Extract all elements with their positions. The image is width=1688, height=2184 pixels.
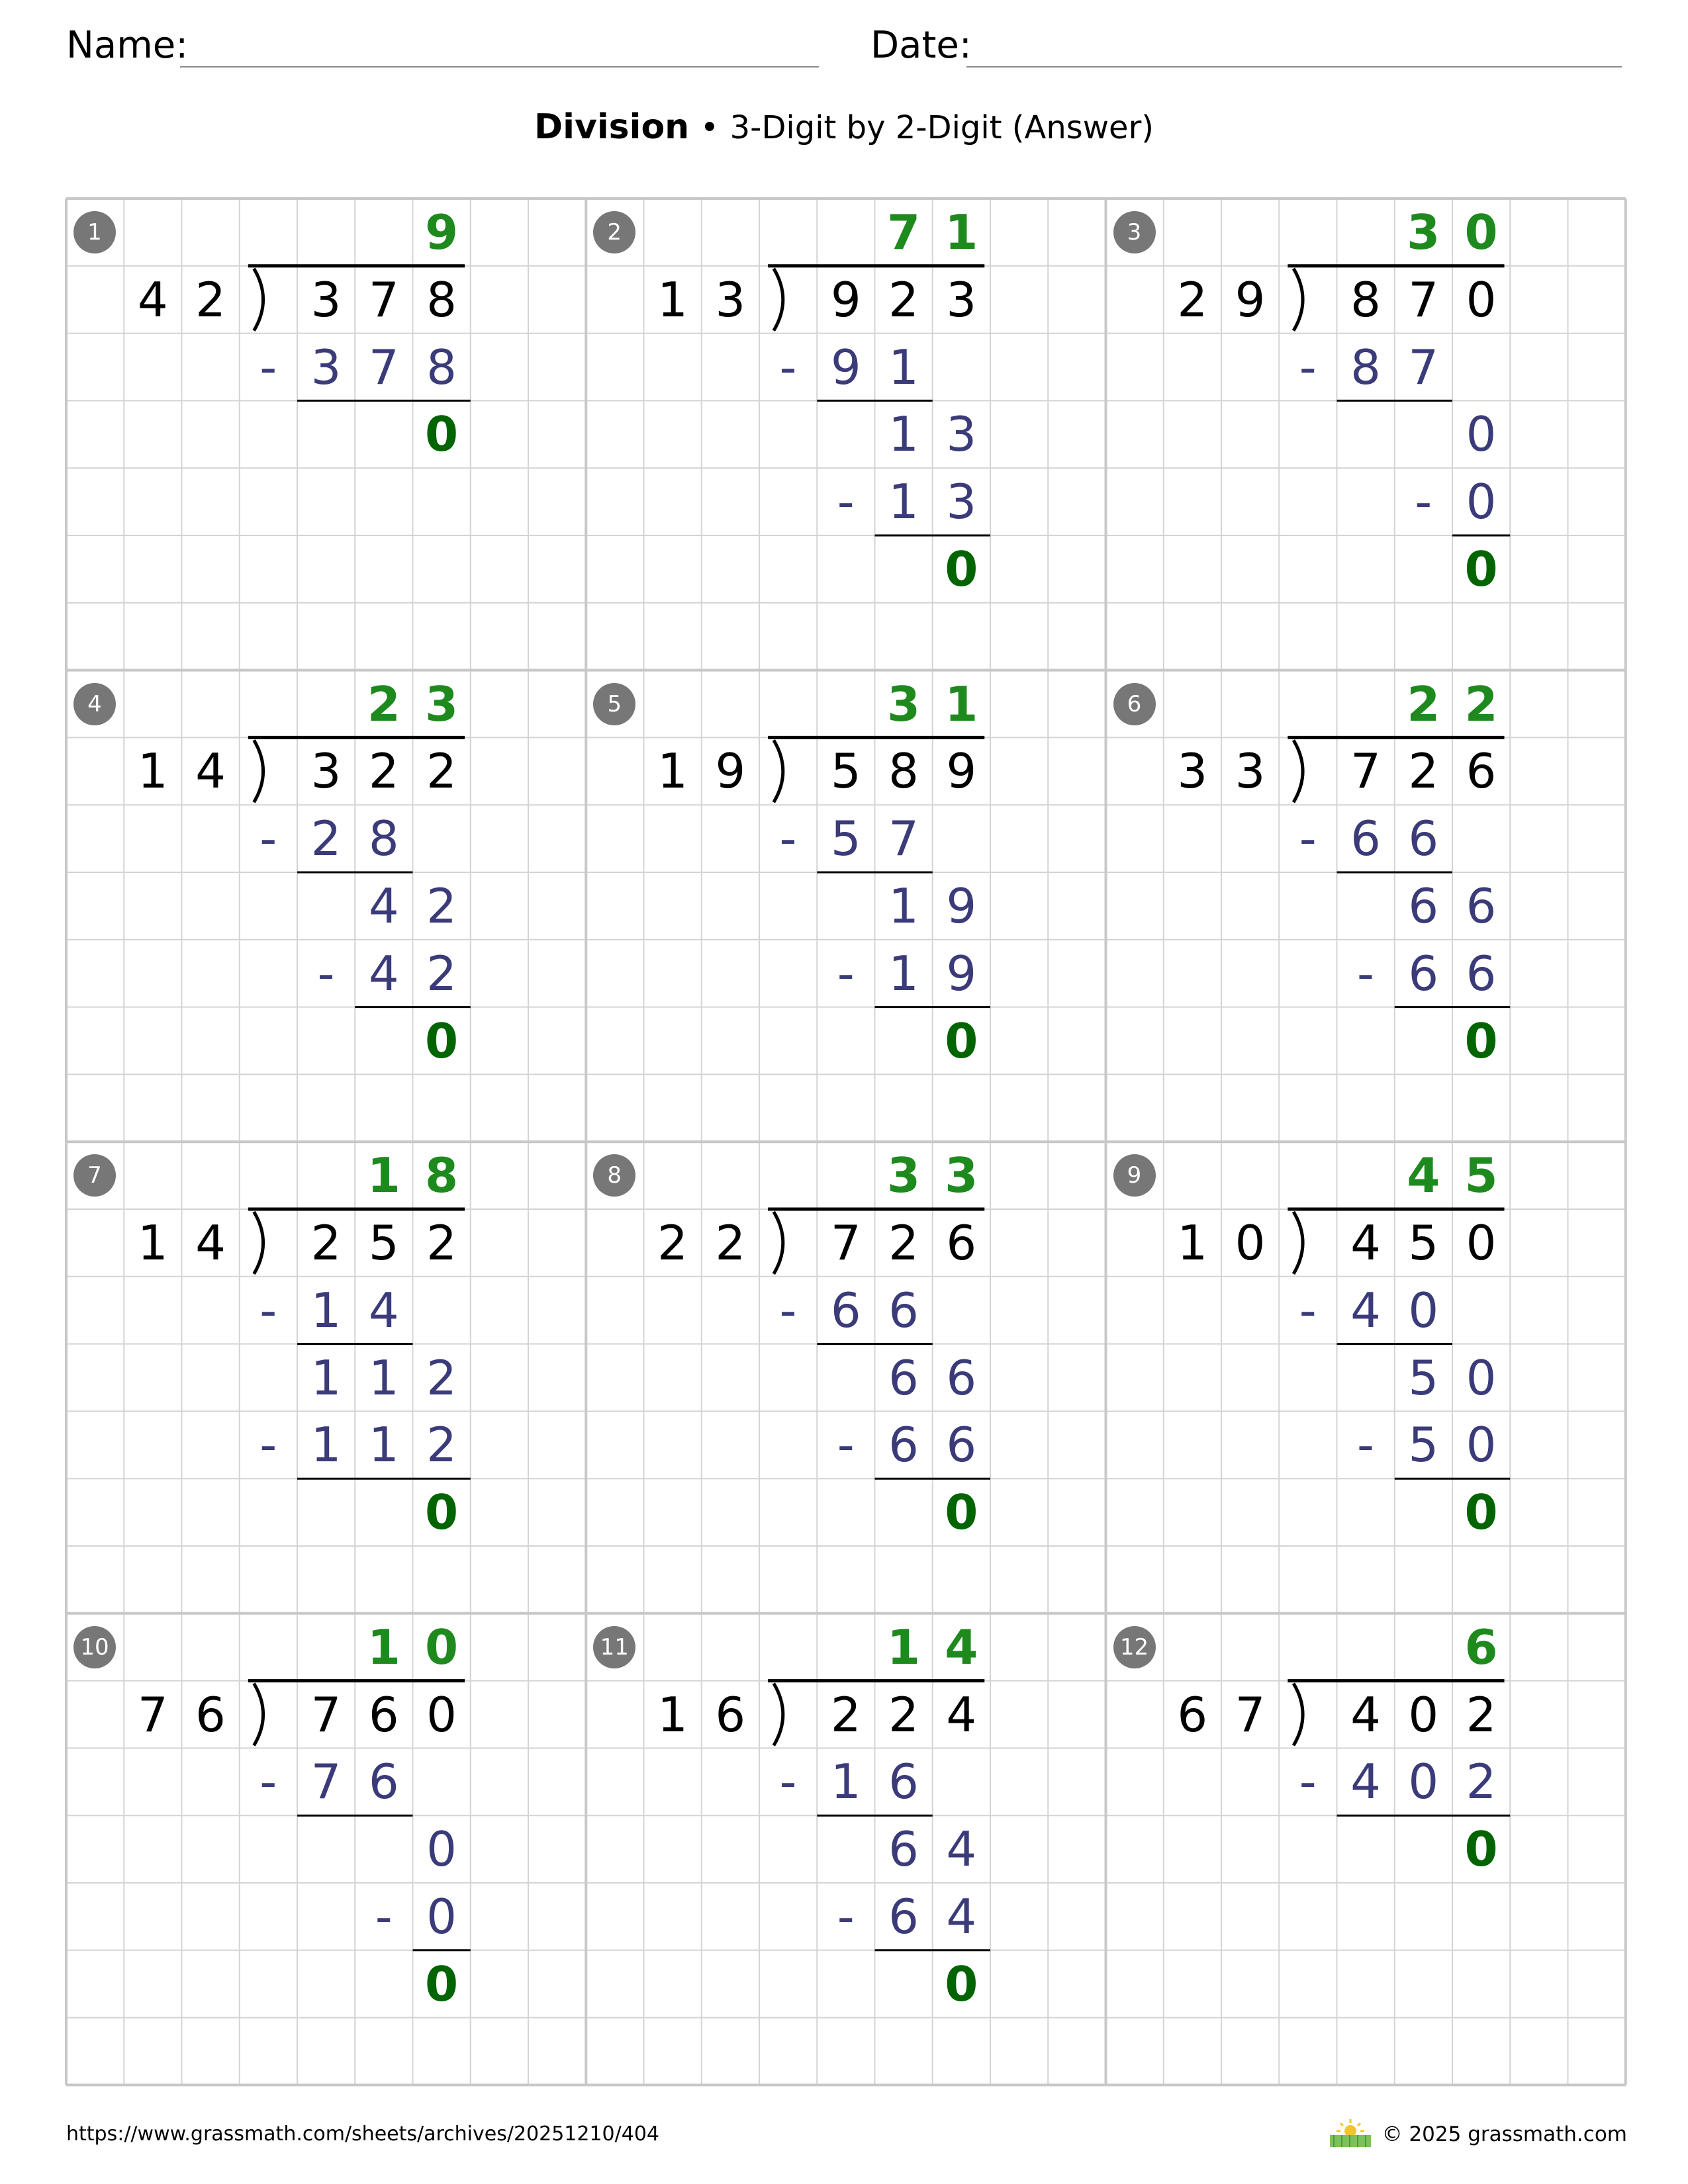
partial-dividend-digit: 6 — [888, 1821, 919, 1878]
quotient-digit: 1 — [367, 1619, 400, 1675]
dividend-digit: 3 — [946, 271, 977, 328]
quotient-digit: 3 — [945, 1148, 978, 1204]
division-bracket — [254, 1684, 263, 1746]
subtrahend-digit: 6 — [888, 1417, 919, 1473]
problem-number-badge: 10 — [73, 1626, 116, 1668]
dividend-digit: 2 — [830, 1686, 861, 1743]
divisor-digit: 7 — [1235, 1686, 1266, 1743]
dividend-digit: 3 — [310, 271, 342, 328]
divisor-digit: 1 — [657, 1686, 688, 1743]
divisor-digit: 7 — [137, 1686, 168, 1743]
subtrahend-digit: 3 — [946, 474, 977, 530]
subtrahend-digit: 1 — [888, 474, 919, 530]
partial-dividend-digit: 6 — [1408, 878, 1439, 934]
dividend-digit: 4 — [946, 1686, 977, 1743]
subtrahend-digit: 0 — [1408, 1754, 1439, 1810]
quotient-digit: 1 — [886, 1619, 921, 1675]
subtrahend-digit: 3 — [310, 339, 342, 395]
problem-number-badge: 5 — [593, 683, 635, 725]
dividend-digit: 2 — [426, 743, 457, 799]
subtrahend-digit: 6 — [888, 1754, 919, 1810]
divisor-digit: 4 — [137, 271, 168, 328]
dividend-digit: 2 — [888, 271, 919, 328]
dividend-digit: 0 — [426, 1686, 457, 1743]
quotient-digit: 2 — [1407, 676, 1440, 732]
dividend-digit: 7 — [1350, 743, 1381, 799]
footer-copyright: © 2025 grassmath.com — [1382, 2122, 1627, 2146]
quotient-digit: 3 — [1407, 205, 1440, 260]
quotient-digit: 8 — [424, 1148, 459, 1204]
minus-sign: - — [779, 1754, 797, 1810]
divisor-digit: 1 — [137, 1215, 168, 1271]
subtrahend-digit: 1 — [368, 1417, 399, 1473]
partial-dividend-digit: 6 — [946, 1349, 977, 1406]
divisor-digit: 6 — [1177, 1686, 1208, 1743]
minus-sign: - — [837, 1417, 855, 1473]
dividend-digit: 2 — [426, 1215, 457, 1271]
dividend-digit: 7 — [1408, 271, 1439, 328]
date-label: Date: — [870, 24, 972, 67]
page-title — [0, 107, 1688, 147]
divisor-digit: 3 — [715, 271, 746, 328]
division-bracket — [774, 1212, 783, 1274]
dividend-digit: 8 — [426, 271, 457, 328]
dividend-digit: 7 — [830, 1215, 861, 1271]
subtrahend-digit: 2 — [1466, 1754, 1497, 1810]
partial-dividend-digit: 2 — [426, 1349, 457, 1406]
subtrahend-digit: 2 — [310, 811, 342, 867]
subtrahend-digit: 2 — [426, 1417, 457, 1473]
subtrahend-digit: 6 — [1350, 811, 1381, 867]
subtrahend-digit: 7 — [310, 1754, 342, 1810]
partial-dividend-digit: 1 — [368, 1349, 399, 1406]
subtrahend-digit: 1 — [310, 1282, 342, 1338]
dividend-digit: 2 — [310, 1215, 342, 1271]
quotient-digit: 3 — [424, 676, 459, 732]
dividend-digit: 3 — [310, 743, 342, 799]
problem-number-badge: 4 — [73, 683, 116, 725]
division-bracket — [1293, 269, 1303, 331]
quotient-digit: 5 — [1464, 1148, 1498, 1204]
division-bracket — [774, 1684, 783, 1746]
title-bullet: • — [700, 109, 720, 146]
subtrahend-digit: 6 — [368, 1754, 399, 1810]
divisor-digit: 1 — [137, 743, 168, 799]
dividend-digit: 2 — [888, 1686, 919, 1743]
subtrahend-digit: 6 — [1408, 945, 1439, 1001]
dividend-digit: 6 — [368, 1686, 399, 1743]
partial-dividend-digit: 4 — [368, 878, 399, 934]
quotient-digit: 1 — [945, 676, 978, 732]
minus-sign: - — [259, 1754, 277, 1810]
minus-sign: - — [259, 811, 277, 867]
dividend-digit: 8 — [1350, 271, 1381, 328]
subtrahend-digit: 4 — [946, 1889, 977, 1944]
subtrahend-digit: 1 — [888, 945, 919, 1001]
minus-sign: - — [779, 1282, 797, 1338]
dividend-digit: 4 — [1350, 1686, 1381, 1743]
divisor-digit: 1 — [657, 743, 688, 799]
partial-dividend-digit: 4 — [946, 1821, 977, 1878]
quotient-digit: 6 — [1464, 1619, 1498, 1675]
remainder-digit: 0 — [1464, 1484, 1498, 1541]
subtrahend-digit: 6 — [946, 1417, 977, 1473]
quotient-digit: 9 — [424, 205, 459, 260]
minus-sign: - — [259, 339, 277, 395]
subtrahend-digit: 5 — [830, 811, 861, 867]
subtrahend-digit: 0 — [426, 1889, 457, 1944]
subtrahend-digit: 4 — [1350, 1282, 1381, 1338]
remainder-digit: 0 — [1464, 541, 1498, 597]
partial-dividend-digit: 5 — [1408, 1349, 1439, 1406]
minus-sign: - — [259, 1417, 277, 1473]
quotient-digit: 0 — [1464, 205, 1498, 260]
quotient-digit: 1 — [367, 1148, 400, 1204]
division-bracket — [1293, 740, 1303, 802]
minus-sign: - — [837, 945, 855, 1001]
quotient-digit: 2 — [367, 676, 400, 732]
problem-number-badge: 7 — [73, 1154, 116, 1197]
divisor-digit: 2 — [657, 1215, 688, 1271]
subtrahend-digit: 5 — [1408, 1417, 1439, 1473]
partial-dividend-digit: 1 — [888, 406, 919, 463]
minus-sign: - — [1299, 1282, 1317, 1338]
problem-number-badge: 9 — [1113, 1154, 1156, 1197]
remainder-digit: 0 — [424, 406, 459, 463]
dividend-digit: 2 — [368, 743, 399, 799]
division-bracket — [774, 269, 783, 331]
dividend-digit: 5 — [368, 1215, 399, 1271]
quotient-digit: 4 — [945, 1619, 978, 1675]
date-line[interactable] — [966, 66, 1622, 68]
subtrahend-digit: 1 — [830, 1754, 861, 1810]
subtrahend-digit: 8 — [368, 811, 399, 867]
divisor-digit: 9 — [715, 743, 746, 799]
partial-dividend-digit: 1 — [310, 1349, 342, 1406]
divisor-digit: 0 — [1235, 1215, 1266, 1271]
remainder-digit: 0 — [945, 1013, 978, 1069]
divisor-digit: 3 — [1177, 743, 1208, 799]
minus-sign: - — [779, 811, 797, 867]
minus-sign: - — [317, 945, 335, 1001]
sun-over-grass-icon — [1327, 2115, 1374, 2148]
divisor-digit: 4 — [195, 1215, 226, 1271]
problem-number-badge: 8 — [593, 1154, 635, 1197]
remainder-digit: 0 — [424, 1013, 459, 1069]
subtrahend-digit: 7 — [1408, 339, 1439, 395]
subtrahend-digit: 0 — [1466, 1417, 1497, 1473]
subtrahend-digit: 7 — [368, 339, 399, 395]
subtrahend-digit: 6 — [888, 1282, 919, 1338]
remainder-digit: 0 — [945, 1484, 978, 1541]
subtrahend-digit: 7 — [888, 811, 919, 867]
subtrahend-digit: 4 — [368, 945, 399, 1001]
dividend-digit: 2 — [1408, 743, 1439, 799]
subtrahend-digit: 0 — [1408, 1282, 1439, 1338]
division-bracket — [254, 269, 263, 331]
name-line[interactable] — [180, 66, 819, 68]
problem-number-badge: 3 — [1113, 211, 1156, 253]
divisor-digit: 1 — [657, 271, 688, 328]
minus-sign: - — [837, 1889, 855, 1944]
subtrahend-digit: 1 — [888, 339, 919, 395]
dividend-digit: 7 — [368, 271, 399, 328]
divisor-digit: 2 — [1177, 271, 1208, 328]
partial-dividend-digit: 2 — [426, 878, 457, 934]
divisor-digit: 6 — [195, 1686, 226, 1743]
quotient-digit: 3 — [886, 1148, 921, 1204]
subtrahend-digit: 9 — [830, 339, 861, 395]
division-bracket — [254, 1212, 263, 1274]
dividend-digit: 0 — [1408, 1686, 1439, 1743]
divisor-digit: 3 — [1235, 743, 1266, 799]
partial-dividend-digit: 3 — [946, 406, 977, 463]
minus-sign: - — [259, 1282, 277, 1338]
subtrahend-digit: 6 — [888, 1889, 919, 1944]
remainder-digit: 0 — [1464, 1013, 1498, 1069]
quotient-digit: 2 — [1464, 676, 1498, 732]
subtrahend-digit: 4 — [368, 1282, 399, 1338]
dividend-digit: 9 — [946, 743, 977, 799]
problem-number-badge: 12 — [1113, 1626, 1156, 1668]
problem-number-badge: 6 — [1113, 683, 1156, 725]
minus-sign: - — [375, 1889, 393, 1944]
dividend-digit: 0 — [1466, 1215, 1497, 1271]
minus-sign: - — [1415, 474, 1432, 530]
minus-sign: - — [1299, 339, 1317, 395]
partial-dividend-digit: 9 — [946, 878, 977, 934]
subtrahend-digit: 9 — [946, 945, 977, 1001]
subtrahend-digit: 0 — [1466, 474, 1497, 530]
subtrahend-digit: 4 — [1350, 1754, 1381, 1810]
subtrahend-digit: 8 — [1350, 339, 1381, 395]
subtrahend-digit: 6 — [1408, 811, 1439, 867]
title-main: Division — [534, 107, 690, 147]
division-bracket — [254, 740, 263, 802]
dividend-digit: 5 — [1408, 1215, 1439, 1271]
remainder-digit: 0 — [945, 1956, 978, 2012]
partial-dividend-digit: 0 — [1466, 406, 1497, 463]
partial-dividend-digit: 1 — [888, 878, 919, 934]
subtrahend-digit: 8 — [426, 339, 457, 395]
subtrahend-digit: 6 — [1466, 945, 1497, 1001]
footer-url[interactable]: https://www.grassmath.com/sheets/archives/20251210/404 — [66, 2122, 660, 2146]
divisor-digit: 6 — [715, 1686, 746, 1743]
quotient-digit: 3 — [886, 676, 921, 732]
quotient-digit: 4 — [1407, 1148, 1440, 1204]
remainder-digit: 0 — [945, 541, 978, 597]
subtrahend-digit: 6 — [830, 1282, 861, 1338]
divisor-digit: 4 — [195, 743, 226, 799]
dividend-digit: 4 — [1350, 1215, 1381, 1271]
minus-sign: - — [1357, 1417, 1374, 1473]
divisor-digit: 1 — [1177, 1215, 1208, 1271]
quotient-digit: 1 — [945, 205, 978, 260]
division-bracket — [774, 740, 783, 802]
minus-sign: - — [837, 474, 855, 530]
remainder-digit: 0 — [424, 1956, 459, 2012]
minus-sign: - — [1357, 945, 1374, 1001]
dividend-digit: 2 — [1466, 1686, 1497, 1743]
minus-sign: - — [1299, 1754, 1317, 1810]
quotient-digit: 0 — [424, 1619, 459, 1675]
problem-number-badge: 2 — [593, 211, 635, 253]
dividend-digit: 6 — [946, 1215, 977, 1271]
division-bracket — [1293, 1212, 1303, 1274]
minus-sign: - — [1299, 811, 1317, 867]
partial-dividend-digit: 6 — [1466, 878, 1497, 934]
dividend-digit: 6 — [1466, 743, 1497, 799]
subtrahend-digit: 1 — [310, 1417, 342, 1473]
title-subtitle: 3-Digit by 2-Digit (Answer) — [729, 109, 1154, 146]
dividend-digit: 7 — [310, 1686, 342, 1743]
divisor-digit: 2 — [715, 1215, 746, 1271]
divisor-digit: 9 — [1235, 271, 1266, 328]
partial-dividend-digit: 0 — [426, 1821, 457, 1878]
dividend-digit: 5 — [830, 743, 861, 799]
dividend-digit: 8 — [888, 743, 919, 799]
divisor-digit: 2 — [195, 271, 226, 328]
dividend-digit: 2 — [888, 1215, 919, 1271]
partial-dividend-digit: 0 — [1466, 1349, 1497, 1406]
remainder-digit: 0 — [424, 1484, 459, 1541]
problem-number-badge: 11 — [593, 1626, 635, 1668]
minus-sign: - — [779, 339, 797, 395]
division-bracket — [1293, 1684, 1303, 1746]
problem-number-badge: 1 — [73, 211, 116, 253]
subtrahend-digit: 2 — [426, 945, 457, 1001]
remainder-digit: 0 — [1464, 1821, 1498, 1878]
dividend-digit: 0 — [1466, 271, 1497, 328]
quotient-digit: 7 — [886, 205, 921, 260]
name-label: Name: — [66, 24, 189, 67]
dividend-digit: 9 — [830, 271, 861, 328]
partial-dividend-digit: 6 — [888, 1349, 919, 1406]
